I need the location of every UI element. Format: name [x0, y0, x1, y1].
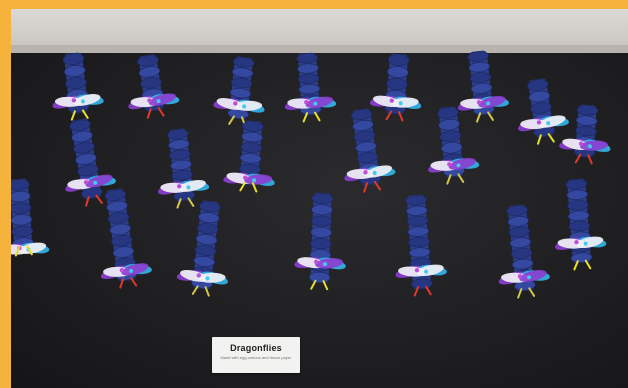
- label-card: [212, 337, 300, 373]
- dragonfly-sculpture: [421, 104, 482, 185]
- dragonfly-sculpture: [510, 76, 572, 147]
- photo: [11, 9, 628, 388]
- dragonfly-sculpture: [549, 177, 609, 271]
- dragonfly-display: [11, 9, 628, 388]
- label-card-subtitle: Made with egg cartons and tissue paper: [220, 355, 292, 360]
- dragonfly-sculpture: [334, 106, 398, 195]
- dragonfly-sculpture: [11, 177, 51, 258]
- dragonfly-sculpture: [151, 126, 212, 209]
- dragonfly-sculpture: [88, 186, 155, 290]
- dragonfly-sculpture: [293, 192, 350, 290]
- dragonfly-sculpture: [451, 48, 511, 123]
- label-card-title: Dragonflies: [230, 343, 282, 353]
- dragonfly-sculpture: [490, 202, 553, 299]
- dragonfly-sculpture: [557, 103, 614, 165]
- dragonfly-sculpture: [46, 50, 106, 121]
- dragonfly-sculpture: [211, 54, 271, 127]
- dragonfly-sculpture: [174, 198, 237, 297]
- dragonfly-sculpture: [222, 119, 280, 193]
- dragonfly-sculpture: [368, 52, 426, 122]
- dragonfly-sculpture: [389, 193, 449, 296]
- dragonfly-sculpture: [280, 51, 338, 123]
- dragonfly-sculpture: [121, 52, 183, 121]
